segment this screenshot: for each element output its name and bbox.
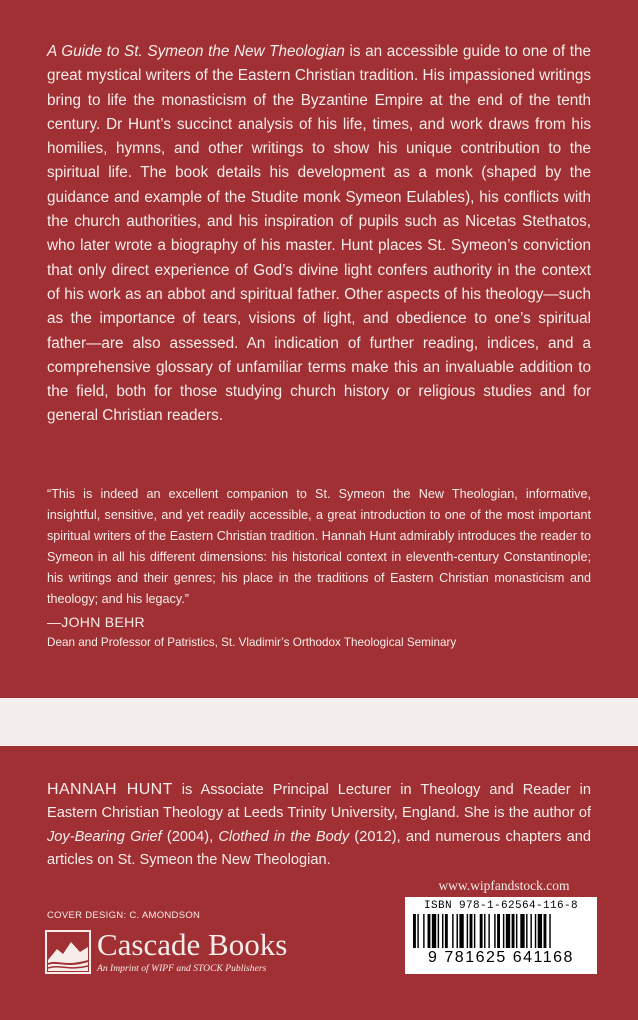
barcode-digits: 9 781625 641168 (428, 949, 574, 966)
author-name: HANNAH HUNT (47, 781, 173, 798)
endorsement-author-title: Dean and Professor of Patristics, St. Vladimir’s Orthodox Theological Seminary (47, 636, 457, 649)
bio-text-3: (2012), and numerous chapters and articles on St. Symeon the New Theologian. (47, 828, 591, 869)
author-bio (47, 778, 591, 873)
mountain-logo-icon (45, 930, 91, 974)
blurb-text: is an accessible guide to one of the great mystical writers of the Eastern Christian tradition. His impassioned writings bring to life the monasticism of the Byzantine Empire at the end of the tenth century. Dr Hunt’s succinct analysis of his life, times, and work draws from his homilies, hymns, and other writings to show his unique contribution to the spiritual life. The book details his development as a monk (shaped by the guidance and example of the Studite monk Symeon Eulables), his conflicts with the church authorities, and his inspiration of pupils such as Nicetas Stethatos, who later wrote a biography of his master. Hunt places St. Symeon’s conviction that only direct experience of God’s divine light confers authority in the context of his work as an abbot and spiritual father. Other aspects of his theology—such as the importance of tears, visions of light, and obedience to one’s spiritual father—are also assessed. An indication of further reading, indices, and a comprehensive glossary of unfamiliar terms make this an invaluable addition to the field, both for those studying church history or religious studies and for general Christian readers. (47, 43, 592, 425)
divider-band (0, 698, 638, 746)
bio-text-2: (2004), (161, 828, 219, 845)
publisher-name: Cascade Books (97, 927, 288, 962)
publisher-url: www.wipfandstock.com (438, 878, 570, 893)
publisher-logo (45, 927, 325, 977)
isbn-text: ISBN 978-1-62564-116-8 (423, 900, 579, 912)
barcode-icon (413, 914, 589, 948)
bio-book-1: Joy-Bearing Grief (47, 828, 162, 845)
bio-book-2: Clothed in the Body (218, 828, 350, 845)
isbn-barcode (405, 897, 597, 974)
back-cover-blurb (47, 40, 591, 429)
book-title: A Guide to St. Symeon the New Theologian (47, 43, 345, 60)
bio-text-1: is Associate Principal Lecturer in Theology and Reader in Eastern Christian Theology at Leeds Trinity University, England. She is the author of (47, 782, 591, 822)
endorsement-quote: “This is indeed an excellent companion to St. Symeon the New Theologian, informative, insightful, sensitive, and yet readily accessible, a great introduction to one of the most important spiritual writers of the Eastern Christian tradition. Hannah Hunt admirably introduces the reader to Symeon in all his different dimensions: his historical context in eleventh-century Constantinople; his writings and their genres; his place in the traditions of Eastern Christian monasticism and theology; and his legacy.” (47, 487, 591, 606)
publisher-tagline: An Imprint of WIPF and STOCK Publishers (97, 963, 267, 974)
cover-design-credit: COVER DESIGN: C. AMONDSON (47, 910, 201, 921)
endorsement-author: —JOHN BEHR (47, 614, 145, 630)
